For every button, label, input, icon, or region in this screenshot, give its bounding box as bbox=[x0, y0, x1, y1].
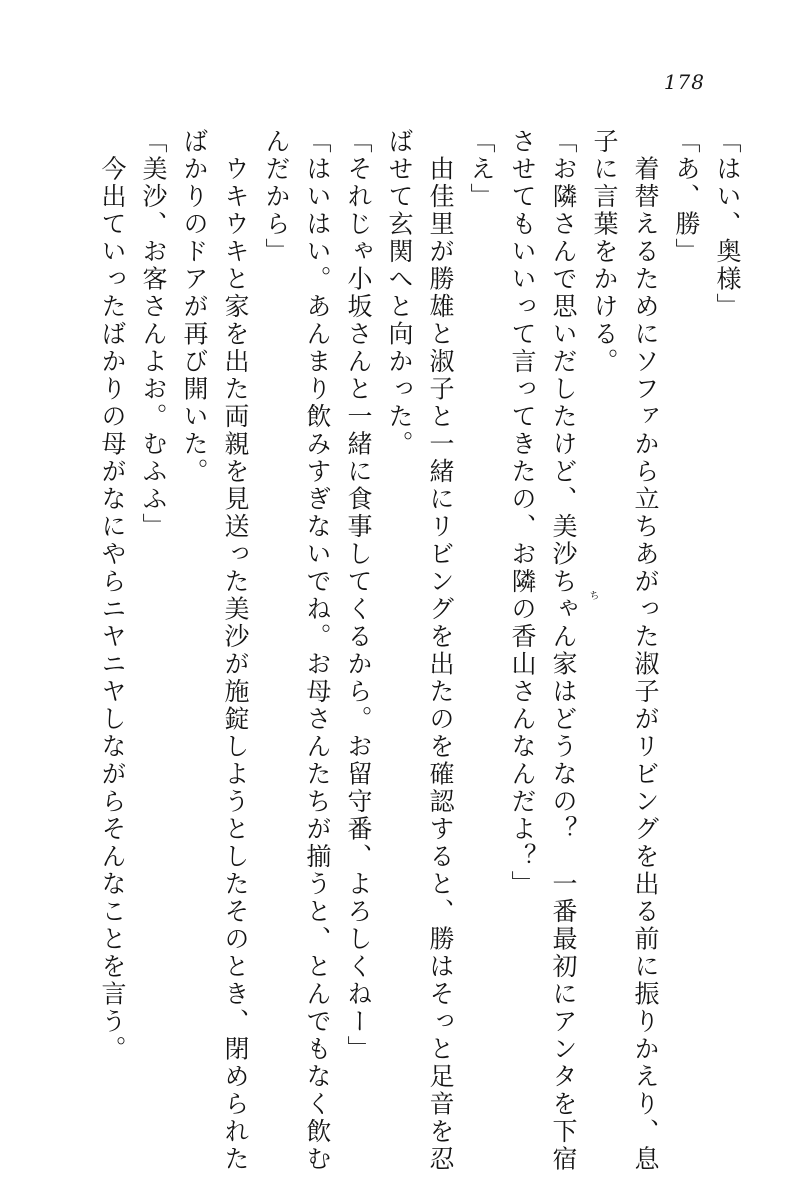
text-line: 着替えるためにソファから立ちあがった淑子がリビングを出る前に振りかえり、息 bbox=[631, 128, 660, 1173]
text-line: ばかりのドアが再び開いた。 bbox=[180, 128, 209, 486]
text-line: 「はいはい。あんまり飲みすぎないでね。お母さんたちが揃うと、とんでもなく飲む bbox=[303, 128, 332, 1173]
text-line: 「それじゃ小坂さんと一緒に食事してくるから。お留守番、よろしくねー」 bbox=[344, 128, 373, 1063]
text-line: させてもいいって言ってきたの、お隣の香山さんなんだよ？」 bbox=[508, 128, 537, 898]
text-line: 由佳里が勝雄と淑子と一緒にリビングを出たのを確認すると、勝はそっと足音を忍 bbox=[426, 128, 455, 1173]
text-line: 「はい、奥様」 bbox=[713, 128, 742, 321]
page-number: 178 bbox=[663, 70, 705, 94]
text-line: んだから」 bbox=[262, 128, 291, 266]
text-line: 「え」 bbox=[467, 128, 496, 211]
page-text-body bbox=[60, 128, 742, 1173]
text-line: 今出ていったばかりの母がなにやらニヤニヤしながらそんなことを言う。 bbox=[98, 128, 127, 1063]
text-line: 「お隣さんで思いだしたけど、美沙ちゃん家はどうなの？ 一番最初にアンタを下宿 bbox=[549, 128, 578, 1173]
text-line: ばせて玄関へと向かった。 bbox=[385, 128, 414, 458]
text-line: 子に言葉をかける。 bbox=[590, 128, 619, 376]
ruby-annotation: ち bbox=[587, 590, 598, 600]
text-line: 「あ、勝」 bbox=[672, 128, 701, 266]
text-line: 「美沙、お客さんよお。むふふ」 bbox=[139, 128, 168, 541]
text-line: ウキウキと家を出た両親を見送った美沙が施錠しようとしたそのとき、閉められた bbox=[221, 128, 250, 1173]
